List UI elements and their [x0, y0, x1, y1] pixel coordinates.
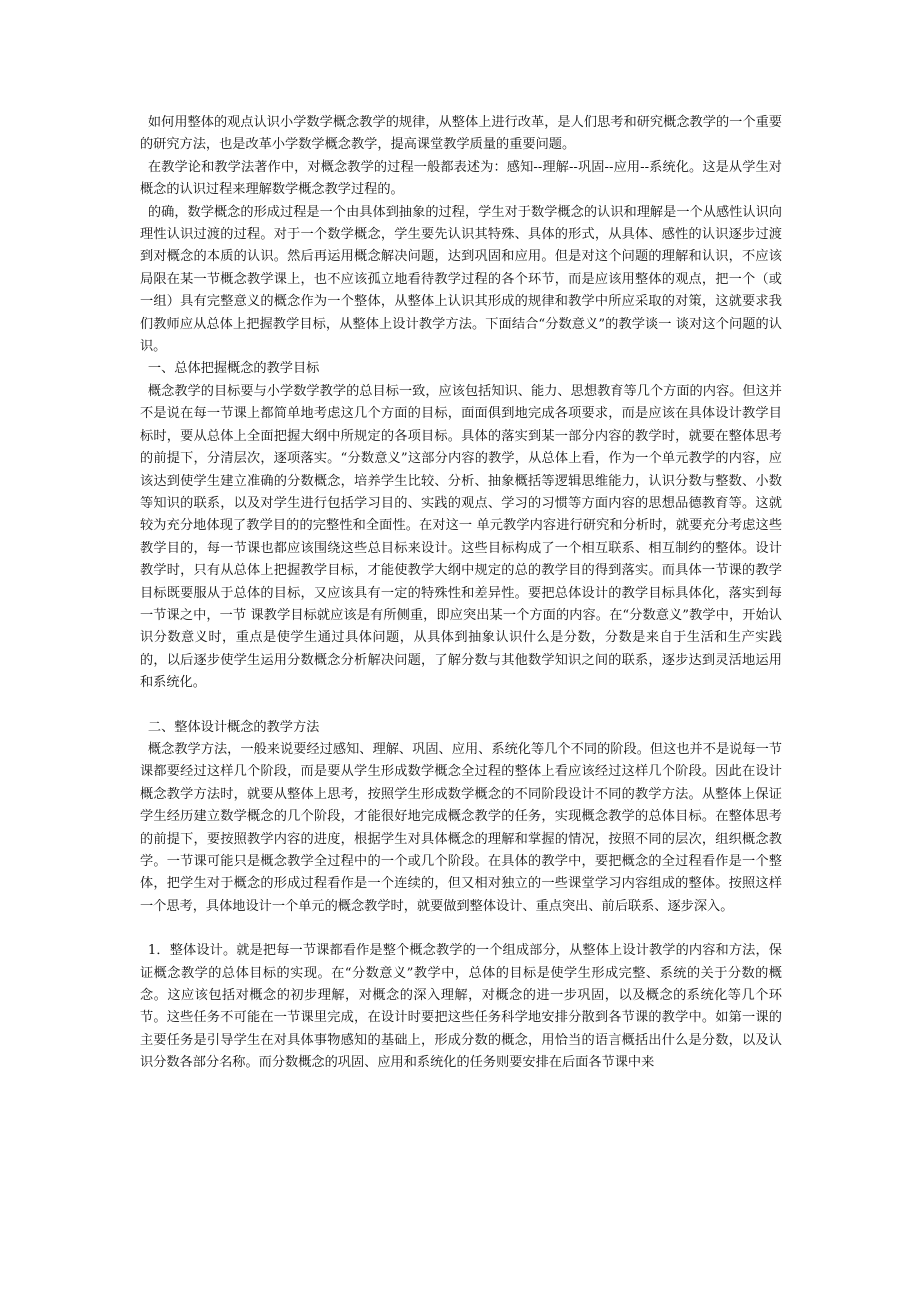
document-body — [140, 112, 782, 1075]
intro-paragraph-3: 的确，数学概念的形成过程是一个由具体到抽象的过程，学生对于数学概念的认识和理解是一个从感性认识向理性认识过渡的过程。对于一个数学概念，学生要先认识其特殊、具体的形式，从具体、感性的认识逐步过渡到对概念的本质的认识。然后再运用概念解决问题，达到巩固和应用。但是对这个问题的理解和认识，不应该局限在某一节概念教学课上，也不应该孤立地看待教学过程的各个环节，而是应该用整体的观点，把一个（或一组）具有完整意义的概念作为一个整体，从整体上认识其形成的规律和教学中所应采取的对策，这就要求我们教师应从总体上把握教学目标，从整体上设计教学方法。下面结合“分数意义”的教学谈一 谈对这个问题的认识。 — [140, 204, 782, 355]
intro-paragraph-2: 在教学论和教学法著作中，对概念教学的过程一般都表述为：感知--理解--巩固--应用--系统化。这是从学生对概念的认识过程来理解数学概念教学过程的。 — [140, 159, 782, 198]
intro-paragraph-1: 如何用整体的观点认识小学数学概念教学的规律，从整体上进行改革，是人们思考和研究概念教学的一个重要的研究方法，也是改革小学数学概念教学，提高课堂教学质量的重要问题。 — [140, 115, 782, 153]
section-1-heading: 一、总体把握概念的教学目标 — [147, 361, 320, 377]
section-2-heading: 二、整体设计概念的教学方法 — [147, 719, 320, 735]
section-2-paragraph: 概念教学方法，一般来说要经过感知、理解、巩固、应用、系统化等几个不同的阶段。但这也并不是说每一节课都要经过这样几个阶段，而是要从学生形成数学概念全过程的整体上看应该经过这样几个阶段。因此在设计概念教学方法时，就要从整体上思考，按照学生形成数学概念的不同阶段设计不同的教学方法。从整体上保证学生经历建立数学概念的几个阶段，才能很好地完成概念教学的任务，实现概念教学的总体目标。在整体思考的前提下，要按照教学内容的进度，根据学生对具体概念的理解和掌握的情况，按照不同的层次，组织概念教学。一节课可能只是概念教学全过程中的一个或几个阶段。在具体的教学中，要把概念的全过程看作是一个整体，把学生对于概念的形成过程看作是一个连续的，但又相对独立的一些课堂学习内容组成的整体。按照这样一个思考，具体地设计一个单元的概念教学时，就要做到整体设计、重点突出、前后联系、逐步深入。 — [140, 741, 782, 914]
item-1-paragraph: 1．整体设计。就是把每一节课都看作是整个概念教学的一个组成部分，从整体上设计教学的内容和方法，保证概念教学的总体目标的实现。在“分数意义”教学中，总体的目标是使学生形成完整、系统的关于分数的概念。这应该包括对概念的初步理解，对概念的深入理解，对概念的进一步巩固，以及概念的系统化等几个环节。这些任务不可能在一节课里完成，在设计时要把这些任务科学地安排分散到各节课的教学中。如第一课的主要任务是引导学生在对具体事物感知的基础上，形成分数的概念，用恰当的语言概括出什么是分数，以及认识分数各部分名称。而分数概念的巩固、应用和系统化的任务则要安排在后面各节课中来 — [140, 943, 782, 1071]
section-1-paragraph: 概念教学的目标要与小学数学教学的总目标一致，应该包括知识、能力、思想教育等几个方面的内容。但这并不是说在每一节课上都简单地考虑这几个方面的目标，面面俱到地完成各项要求，而是应该在具体设计教学目标时，要从总体上全面把握大纲中所规定的各项目标。具体的落实到某一部分内容的教学时，就要在整体思考的前提下，分清层次，逐项落实。“分数意义”这部分内容的教学，从总体上看，作为一个单元教学的内容，应该达到使学生建立准确的分数概念，培养学生比较、分析、抽象概括等逻辑思维能力，认识分数与整数、小数等知识的联系，以及对学生进行包括学习目的、实践的观点、学习的习惯等方面内容的思想品德教育等。这就较为充分地体现了教学目的的完整性和全面性。在对这一 单元教学内容进行研究和分析时，就要充分考虑这些教学目的，每一节课也都应该围绕这些总目标来设计。这些目标构成了一个相互联系、相互制约的整体。设计教学时，只有从总体上把握教学目标，才能使教学大纲中规定的总的教学目的得到落实。而具体一节课的教学目标既要服从于总体的目标，又应该具有一定的特殊性和差异性。要把总体设计的教学目标具体化，落实到每一节课之中，一节 课教学目标就应该是有所侧重，即应突出某一个方面的内容。在“分数意义”教学中，开始认识分数意义时，重点是使学生通过具体问题，从具体到抽象认识什么是分数，分数是来自于生活和生产实践的，以后逐步使学生运用分数概念分析解决问题，了解分数与其他数学知识之间的联系，逐步达到灵活地运用和系统化。 — [140, 383, 782, 691]
